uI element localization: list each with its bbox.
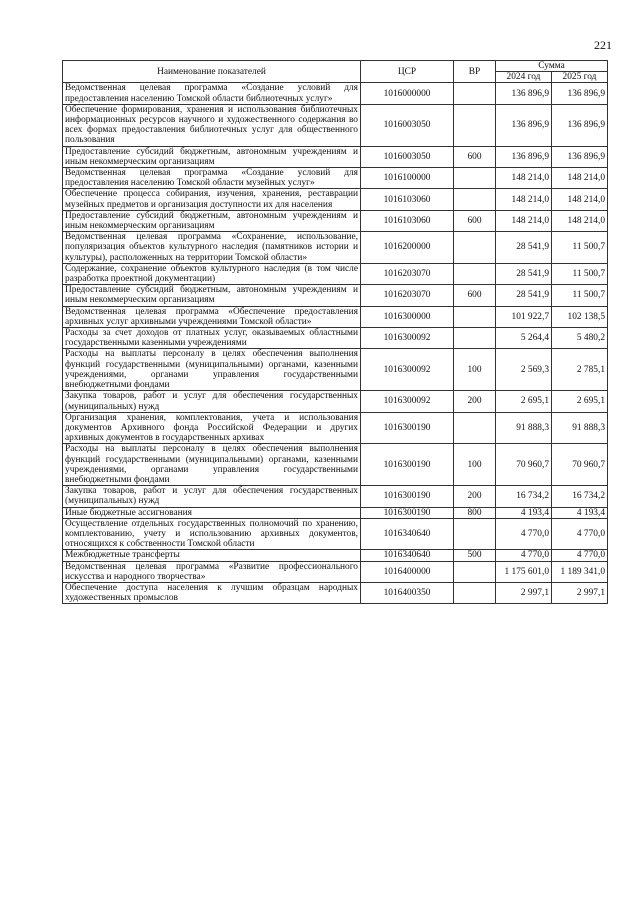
vr-cell: 100 [454,349,496,391]
amount-2024-cell: 2 569,3 [496,349,552,391]
page-number: 221 [594,38,612,52]
vr-cell [454,518,496,550]
csr-cell: 1016300092 [361,391,454,412]
csr-cell: 1016300092 [361,328,454,349]
amount-2025-cell: 148 214,0 [552,189,608,210]
budget-table [62,60,608,604]
vr-cell [454,412,496,444]
vr-cell [454,561,496,582]
amount-2025-cell: 2 785,1 [552,349,608,391]
csr-cell: 1016103060 [361,189,454,210]
vr-cell: 200 [454,486,496,507]
table-body [63,83,608,604]
amount-2024-cell: 4 193,4 [496,507,552,518]
name-cell: Предоставление субсидий бюджетным, автономным учреждениям и иным некоммерческим организациям [63,285,361,306]
table-row [63,146,608,167]
csr-cell: 1016200000 [361,232,454,264]
amount-2024-cell: 91 888,3 [496,412,552,444]
vr-cell [454,83,496,104]
amount-2024-cell: 136 896,9 [496,104,552,146]
amount-2025-cell: 4 193,4 [552,507,608,518]
header-year-2025: 2025 год [552,72,608,83]
amount-2025-cell: 136 896,9 [552,146,608,167]
name-cell: Иные бюджетные ассигнования [63,507,361,518]
amount-2025-cell: 11 500,7 [552,285,608,306]
vr-cell: 600 [454,210,496,231]
table-row [63,168,608,189]
amount-2025-cell: 2 997,1 [552,582,608,603]
amount-2024-cell: 4 770,0 [496,518,552,550]
amount-2025-cell: 2 695,1 [552,391,608,412]
table-row [63,285,608,306]
name-cell: Расходы на выплаты персоналу в целях обеспечения выполнения функций государственными (муниципальными) органами, казенными учреждениями, органами управления государственными внебюджетными фондами [63,349,361,391]
vr-cell: 600 [454,146,496,167]
name-cell: Ведомственная целевая программа «Обеспечение предоставления архивных услуг архивными учреждениями Томской области» [63,306,361,327]
vr-cell [454,189,496,210]
csr-cell: 1016400000 [361,561,454,582]
csr-cell: 1016203070 [361,263,454,284]
amount-2025-cell: 102 138,5 [552,306,608,327]
vr-cell [454,582,496,603]
header-name: Наименование показателей [63,61,361,83]
amount-2024-cell: 136 896,9 [496,83,552,104]
table-row [63,328,608,349]
vr-cell: 500 [454,550,496,561]
amount-2025-cell: 70 960,7 [552,444,608,486]
table-row [63,486,608,507]
amount-2024-cell: 28 541,9 [496,232,552,264]
name-cell: Межбюджетные трансферты [63,550,361,561]
amount-2024-cell: 136 896,9 [496,146,552,167]
table-row [63,412,608,444]
vr-cell [454,104,496,146]
amount-2025-cell: 4 770,0 [552,518,608,550]
amount-2024-cell: 1 175 601,0 [496,561,552,582]
csr-cell: 1016300092 [361,349,454,391]
amount-2025-cell: 148 214,0 [552,168,608,189]
csr-cell: 1016300190 [361,486,454,507]
amount-2024-cell: 5 264,4 [496,328,552,349]
csr-cell: 1016400350 [361,582,454,603]
name-cell: Содержание, сохранение объектов культурного наследия (в том числе разработка проектной документации) [63,263,361,284]
amount-2025-cell: 16 734,2 [552,486,608,507]
name-cell: Расходы на выплаты персоналу в целях обеспечения выполнения функций государственными (муниципальными) органами, казенными учреждениями, органами управления государственными внебюджетными фондами [63,444,361,486]
amount-2025-cell: 148 214,0 [552,210,608,231]
vr-cell: 600 [454,285,496,306]
amount-2025-cell: 11 500,7 [552,263,608,284]
amount-2025-cell: 136 896,9 [552,104,608,146]
table-row [63,582,608,603]
amount-2024-cell: 16 734,2 [496,486,552,507]
vr-cell [454,232,496,264]
name-cell: Обеспечение формирования, хранения и использования библиотечных информационных ресурсов научного и художественного содержания во всех формах предоставления библиотечных услуг для общественного пользования [63,104,361,146]
table-row [63,189,608,210]
table-row [63,518,608,550]
table-row [63,306,608,327]
name-cell: Ведомственная целевая программа «Создание условий для предоставления населению Томской области музейных услуг» [63,168,361,189]
csr-cell: 1016300190 [361,444,454,486]
amount-2025-cell: 11 500,7 [552,232,608,264]
vr-cell: 200 [454,391,496,412]
table-row [63,210,608,231]
table-row [63,349,608,391]
table-row [63,444,608,486]
vr-cell [454,306,496,327]
amount-2024-cell: 148 214,0 [496,168,552,189]
name-cell: Ведомственная целевая программа «Сохранение, использование, популяризация объектов культурного наследия (памятников истории и культуры), расположенных на территории Томской области» [63,232,361,264]
amount-2025-cell: 1 189 341,0 [552,561,608,582]
name-cell: Ведомственная целевая программа «Развитие профессионального искусства и народного творчества» [63,561,361,582]
amount-2024-cell: 28 541,9 [496,263,552,284]
table-row [63,263,608,284]
amount-2024-cell: 2 997,1 [496,582,552,603]
amount-2025-cell: 4 770,0 [552,550,608,561]
header-csr: ЦСР [361,61,454,83]
header-sum: Сумма [496,61,608,72]
csr-cell: 1016300000 [361,306,454,327]
name-cell: Расходы за счет доходов от платных услуг, оказываемых областными государственными казенными учреждениями [63,328,361,349]
vr-cell [454,168,496,189]
table-row [63,83,608,104]
amount-2024-cell: 4 770,0 [496,550,552,561]
vr-cell [454,263,496,284]
csr-cell: 1016340640 [361,550,454,561]
csr-cell: 1016340640 [361,518,454,550]
amount-2025-cell: 136 896,9 [552,83,608,104]
vr-cell: 800 [454,507,496,518]
csr-cell: 1016003050 [361,104,454,146]
name-cell: Организация хранения, комплектования, учета и использования документов Архивного фонда Российской Федерации и других архивных документов в государственных архивах [63,412,361,444]
name-cell: Обеспечение процесса собирания, изучения, хранения, реставрации музейных предметов и организация доступности их для населения [63,189,361,210]
vr-cell [454,328,496,349]
table-row [63,104,608,146]
amount-2024-cell: 70 960,7 [496,444,552,486]
table-row [63,550,608,561]
csr-cell: 1016300190 [361,507,454,518]
amount-2024-cell: 101 922,7 [496,306,552,327]
csr-cell: 1016300190 [361,412,454,444]
table-row [63,391,608,412]
name-cell: Закупка товаров, работ и услуг для обеспечения государственных (муниципальных) нужд [63,391,361,412]
name-cell: Предоставление субсидий бюджетным, автономным учреждениям и иным некоммерческим организациям [63,210,361,231]
table-row [63,561,608,582]
name-cell: Обеспечение доступа населения к лучшим образцам народных художественных промыслов [63,582,361,603]
amount-2025-cell: 5 480,2 [552,328,608,349]
table-row [63,507,608,518]
name-cell: Предоставление субсидий бюджетным, автономным учреждениям и иным некоммерческим организациям [63,146,361,167]
csr-cell: 1016100000 [361,168,454,189]
csr-cell: 1016203070 [361,285,454,306]
name-cell: Закупка товаров, работ и услуг для обеспечения государственных (муниципальных) нужд [63,486,361,507]
amount-2024-cell: 2 695,1 [496,391,552,412]
amount-2024-cell: 148 214,0 [496,210,552,231]
header-vr: ВР [454,61,496,83]
csr-cell: 1016003050 [361,146,454,167]
vr-cell: 100 [454,444,496,486]
name-cell: Осуществление отдельных государственных полномочий по хранению, комплектованию, учету и использованию архивных документов, относящихся к собственности Томской области [63,518,361,550]
amount-2025-cell: 91 888,3 [552,412,608,444]
csr-cell: 1016103060 [361,210,454,231]
header-year-2024: 2024 год [496,72,552,83]
amount-2024-cell: 148 214,0 [496,189,552,210]
name-cell: Ведомственная целевая программа «Создание условий для предоставления населению Томской области библиотечных услуг» [63,83,361,104]
amount-2024-cell: 28 541,9 [496,285,552,306]
table-row [63,232,608,264]
csr-cell: 1016000000 [361,83,454,104]
